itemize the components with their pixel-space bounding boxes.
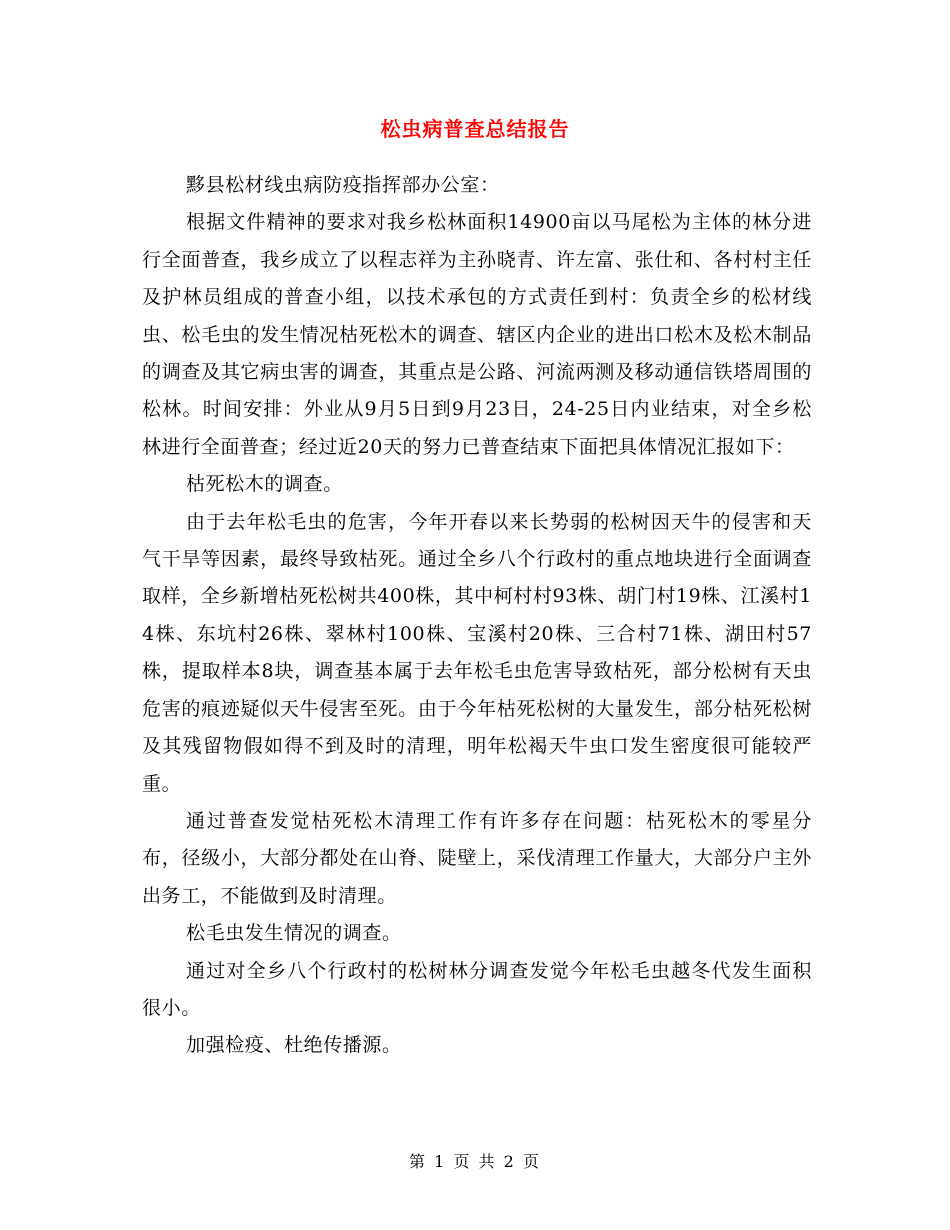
paragraph-dead-pine: 由于去年松毛虫的危害，今年开春以来长势弱的松树因天牛的侵害和天气干旱等因素，最终导致枯死。通过全乡八个行政村的重点地块进行全面调查取样，全乡新增枯死松树共400株，其中柯村村93株、胡门村19株、江溪村14株、东坑村26株、翠林村100株、宝溪村20株、三合村71株、湖田村57株，提取样本8块，调查基本属于去年松毛虫危害导致枯死，部分松树有天虫危害的痕迹疑似天牛侵害至死。由于今年枯死松树的大量发生，部分枯死松树及其残留物假如得不到及时的清理，明年松褐天牛虫口发生密度很可能较严重。 [142, 510, 812, 795]
paragraph-caterpillar: 通过对全乡八个行政村的松树林分调查发觉今年松毛虫越冬代发生面积很小。 [142, 959, 812, 1019]
footer-label-page: 第 [409, 1152, 428, 1171]
footer-label-unit: 页 [453, 1152, 472, 1171]
footer-label-total: 共 [478, 1152, 497, 1171]
footer-total-pages: 2 [503, 1152, 516, 1171]
document-body [142, 167, 812, 1065]
page-footer [0, 1150, 950, 1174]
footer-label-unit2: 页 [522, 1152, 541, 1171]
footer-current-page: 1 [434, 1152, 447, 1171]
paragraph-cleanup-issues: 通过普查发觉枯死松木清理工作有许多存在问题：枯死松木的零星分布，径级小，大部分都处在山脊、陡壁上，采伐清理工作量大，大部分户主外出务工，不能做到及时清理。 [142, 809, 812, 907]
paragraph-intro: 根据文件精神的要求对我乡松林面积14900亩以马尾松为主体的林分进行全面普查，我乡成立了以程志祥为主孙晓青、许左富、张仕和、各村村主任及护林员组成的普查小组，以技术承包的方式责任到村：负责全乡的松材线虫、松毛虫的发生情况枯死松木的调查、辖区内企业的进出口松木及松木制品的调查及其它病虫害的调查，其重点是公路、河流两测及移动通信铁塔周围的松林。时间安排：外业从9月5日到9月23日，24-25日内业结束，对全乡松林进行全面普查；经过近20天的努力已普查结束下面把具体情况汇报如下： [142, 211, 812, 458]
section-heading-caterpillar: 松毛虫发生情况的调查。 [186, 922, 402, 945]
document-title: 松虫病普查总结报告 [380, 117, 570, 141]
section-heading-dead-pine: 枯死松木的调查。 [186, 473, 343, 496]
section-heading-quarantine: 加强检疫、杜绝传播源。 [186, 1034, 402, 1057]
salutation: 黟县松材线虫病防疫指挥部办公室： [186, 174, 500, 196]
